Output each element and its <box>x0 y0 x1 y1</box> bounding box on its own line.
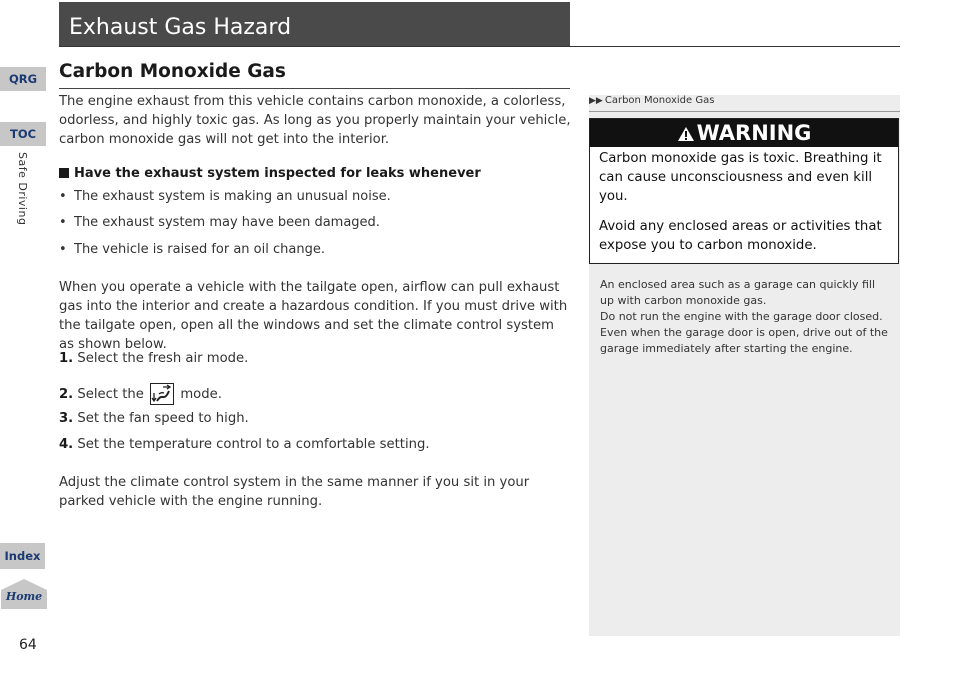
qrg-tab[interactable]: QRG <box>0 67 46 91</box>
side-ref-divider <box>589 111 900 112</box>
step-item: 1. Select the fresh air mode. <box>59 351 249 366</box>
index-tab[interactable]: Index <box>0 543 45 569</box>
inspection-heading-text: Have the exhaust system inspected for leaks whenever <box>74 166 481 181</box>
cross-reference-link[interactable]: ▶▶ Carbon Monoxide Gas <box>589 95 715 106</box>
section-divider <box>59 88 570 89</box>
reference-arrow-icon: ▶▶ <box>589 96 603 106</box>
home-icon <box>0 578 48 610</box>
list-item: • The exhaust system is making an unusual noise. <box>59 189 391 204</box>
square-bullet-icon <box>59 168 69 178</box>
section-title: Carbon Monoxide Gas <box>59 61 286 82</box>
step-item: 3. Set the fan speed to high. <box>59 411 249 426</box>
side-note: Do not run the engine with the garage door closed. Even when the garage door is open, drive out of the garage immediately after starting the engine. <box>600 310 888 355</box>
page-number: 64 <box>19 637 37 653</box>
warning-header <box>590 119 898 147</box>
section-side-label: Safe Driving <box>16 152 29 226</box>
intro-paragraph: The engine exhaust from this vehicle contains carbon monoxide, a colorless, odorless, and highly toxic gas. As long as you properly maintain your vehicle, carbon monoxide gas will not get into the interior. <box>59 94 571 147</box>
home-label: Home <box>5 590 43 603</box>
warning-box <box>589 118 899 264</box>
warning-label: WARNING <box>696 121 812 145</box>
home-button[interactable] <box>0 578 48 610</box>
side-note: An enclosed area such as a garage can quickly fill up with carbon monoxide gas. <box>600 278 876 307</box>
tailgate-paragraph: When you operate a vehicle with the tailgate open, airflow can pull exhaust gas into the interior and create a hazardous condition. If you must drive with the tailgate open, open all the windows and set the climate control system as shown below. <box>59 280 568 352</box>
list-item: • The vehicle is raised for an oil change. <box>59 242 325 257</box>
warning-text: Avoid any enclosed areas or activities that expose you to carbon monoxide. <box>599 219 882 253</box>
header-divider <box>59 46 900 47</box>
inspection-heading <box>59 166 481 181</box>
adjust-paragraph: Adjust the climate control system in the same manner if you sit in your parked vehicle with the engine running. <box>59 475 530 509</box>
list-item: • The exhaust system may have been damaged. <box>59 215 380 230</box>
toc-tab[interactable]: TOC <box>0 122 46 146</box>
warning-triangle-icon <box>677 126 695 142</box>
step-item: 4. Set the temperature control to a comfortable setting. <box>59 437 430 452</box>
floor-defrost-mode-icon <box>150 383 174 405</box>
warning-text: Carbon monoxide gas is toxic. Breathing it can cause unconsciousness and even kill you. <box>599 151 882 204</box>
page-title: Exhaust Gas Hazard <box>69 15 292 40</box>
step-item: 2. Select the mode. <box>59 383 222 405</box>
